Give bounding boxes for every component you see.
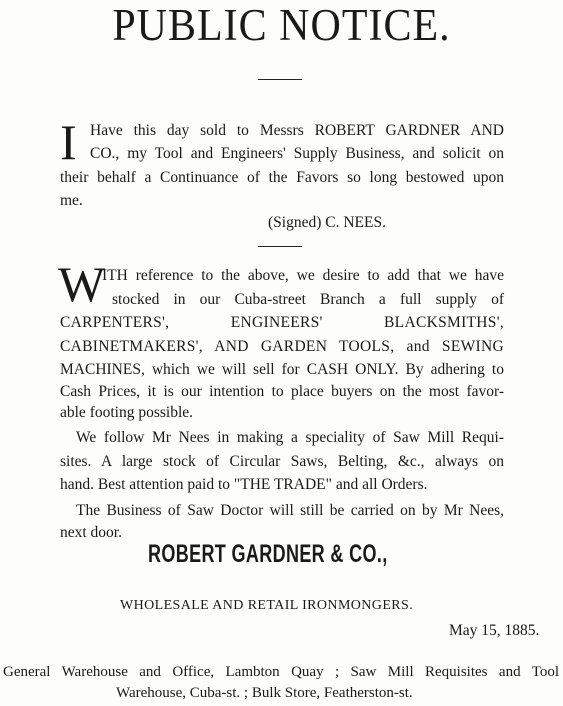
- notice-stock-line-3: CARPENTERS', ENGINEERS' BLACKSMITHS',: [60, 314, 504, 331]
- speciality-line-2: sites. A large stock of Circular Saws, Belting, &c., always on: [60, 453, 504, 470]
- notice-stock-line-4: CABINETMAKERS', AND GARDEN TOOLS, and SEWING: [60, 338, 504, 355]
- speciality-line-3: hand. Best attention paid to "THE TRADE" and all Orders.: [60, 476, 428, 493]
- dropcap-w: W: [58, 256, 106, 312]
- trade-description: WHOLESALE AND RETAIL IRONMONGERS.: [120, 598, 414, 613]
- notice-stock-line-1: ITH reference to the above, we desire to add that we have: [102, 267, 504, 284]
- section-divider: [258, 246, 302, 247]
- dropcap-i: I: [60, 114, 77, 170]
- notice-stock-line-6: Cash Prices, it is our intention to place buyers on the most favor-: [60, 383, 504, 400]
- notice-sale-line-1: Have this day sold to Messrs ROBERT GARDNER AND: [90, 122, 504, 139]
- firm-name: ROBERT GARDNER & CO.,: [148, 540, 388, 568]
- notice-sale-line-4: me.: [60, 192, 83, 209]
- saw-doctor-line-2: next door.: [60, 524, 122, 541]
- notice-sale-line-3: their behalf a Continuance of the Favors so long bestowed upon: [60, 169, 504, 186]
- notice-stock-line-7: able footing possible.: [60, 404, 194, 421]
- notice-date: May 15, 1885.: [449, 622, 540, 639]
- signed-line: (Signed) C. NEES.: [268, 214, 386, 231]
- notice-stock-line-2: stocked in our Cuba-street Branch a full supply of: [112, 291, 504, 308]
- footer-line-1: General Warehouse and Office, Lambton Quay ; Saw Mill Requisites and Tool: [3, 664, 559, 680]
- speciality-line-1: We follow Mr Nees in making a speciality of Saw Mill Requi-: [76, 429, 504, 446]
- notice-stock-line-5: MACHINES, which we will sell for CASH ONLY. By adhering to: [60, 361, 504, 378]
- saw-doctor-line-1: The Business of Saw Doctor will still be carried on by Mr Nees,: [76, 502, 504, 519]
- page-title: PUBLIC NOTICE.: [112, 1, 451, 51]
- footer-line-2: Warehouse, Cuba-st. ; Bulk Store, Featherston-st.: [116, 685, 413, 701]
- notice-sale-line-2: CO., my Tool and Engineers' Supply Business, and solicit on: [90, 145, 504, 162]
- title-divider: [258, 79, 302, 80]
